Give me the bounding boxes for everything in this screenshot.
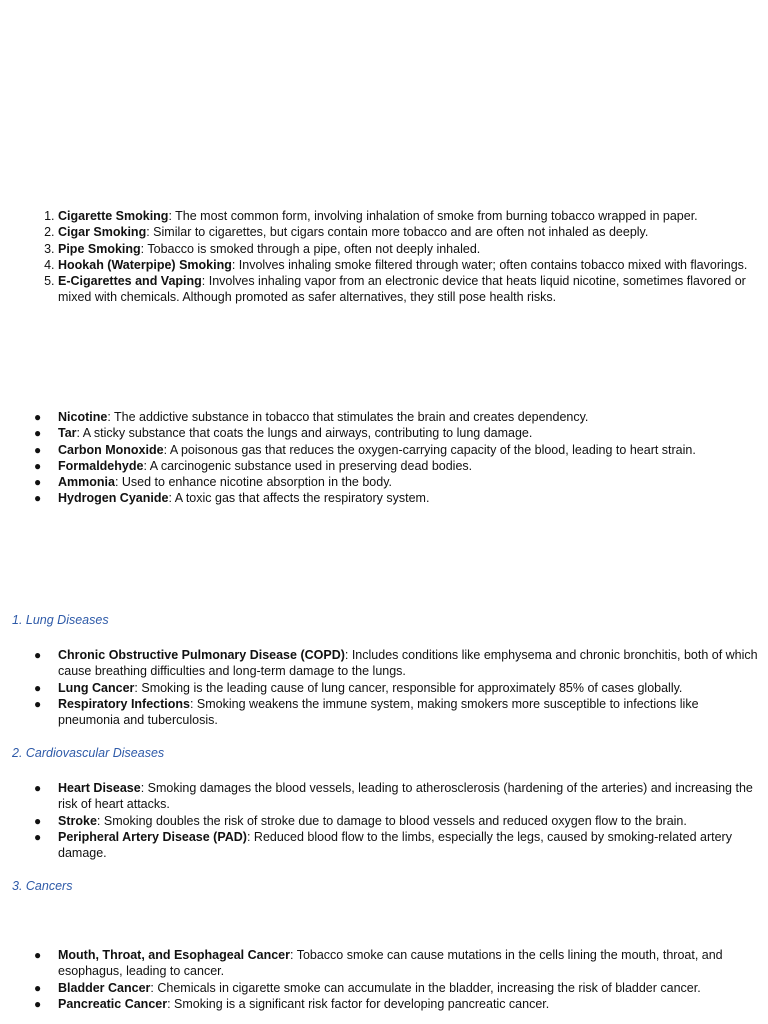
item-description: : Smoking is the leading cause of lung cancer, responsible for approximately 85% of cases globally. bbox=[134, 680, 683, 695]
list-item bbox=[34, 996, 758, 1012]
list-item bbox=[34, 696, 758, 729]
item-term: Peripheral Artery Disease (PAD) bbox=[58, 829, 247, 844]
lung-diseases-section bbox=[0, 647, 768, 728]
item-description: : Tobacco smoke can cause mutations in the cells lining the mouth, throat, and esophagus, leading to cancer. bbox=[58, 948, 723, 979]
item-term: Chronic Obstructive Pulmonary Disease (COPD) bbox=[58, 648, 345, 662]
lung-diseases-list bbox=[0, 647, 768, 728]
lung-diseases-heading: 1. Lung Diseases bbox=[12, 613, 109, 627]
item-description: : Includes conditions like emphysema and chronic bronchitis, both of which cause breathing difficulties and long-term damage to the lungs. bbox=[58, 648, 758, 679]
item-term: Stroke bbox=[58, 813, 97, 828]
bullet-icon: ● bbox=[34, 410, 42, 424]
item-term: Cigar Smoking bbox=[58, 225, 147, 240]
bullet-icon: ● bbox=[34, 442, 42, 457]
list-item bbox=[34, 680, 758, 696]
list-item bbox=[58, 208, 758, 224]
item-term: Respiratory Infections bbox=[58, 696, 190, 711]
item-term: Tar bbox=[58, 426, 77, 441]
item-description: : Similar to cigarettes, but cigars contain more tobacco and are often not inhaled as deeply. bbox=[146, 225, 649, 240]
bullet-icon: ● bbox=[34, 426, 42, 441]
item-description: : Reduced blood flow to the limbs, especially the legs, caused by smoking-related artery damage. bbox=[58, 829, 732, 861]
item-description: : Smoking weakens the immune system, making smokers more susceptible to infections like pneumonia and tuberculosis. bbox=[58, 696, 699, 728]
bullet-icon: ● bbox=[34, 458, 42, 473]
item-term: E-Cigarettes and Vaping bbox=[58, 274, 202, 289]
item-description: : A poisonous gas that reduces the oxygen-carrying capacity of the blood, leading to heart strain. bbox=[163, 442, 696, 457]
item-description: : Used to enhance nicotine absorption in the body. bbox=[114, 475, 392, 490]
item-term: Cigarette Smoking bbox=[58, 209, 169, 223]
item-description: : A sticky substance that coats the lungs and airways, contributing to lung damage. bbox=[76, 426, 533, 441]
list-item bbox=[34, 425, 758, 441]
item-term: Hydrogen Cyanide bbox=[58, 491, 169, 506]
list-item bbox=[34, 442, 758, 458]
cardio-diseases-section bbox=[0, 780, 768, 861]
item-term: Mouth, Throat, and Esophageal Cancer bbox=[58, 948, 290, 962]
chemicals-list bbox=[0, 409, 768, 507]
item-term: Bladder Cancer bbox=[58, 980, 151, 995]
bullet-icon: ● bbox=[34, 491, 42, 506]
list-item bbox=[58, 241, 758, 257]
bullet-icon: ● bbox=[34, 648, 42, 662]
bullet-icon: ● bbox=[34, 696, 42, 711]
item-term: Heart Disease bbox=[58, 781, 141, 795]
cardio-diseases-heading: 2. Cardiovascular Diseases bbox=[12, 746, 165, 760]
item-term: Hookah (Waterpipe) Smoking bbox=[58, 257, 232, 272]
list-item bbox=[58, 224, 758, 240]
item-description: : Smoking doubles the risk of stroke due to damage to blood vessels and reduced oxygen flow to the brain. bbox=[96, 813, 687, 828]
item-description: : Smoking damages the blood vessels, leading to atherosclerosis (hardening of the arteries) and increasing the risk of heart attacks. bbox=[58, 781, 753, 812]
list-item bbox=[34, 980, 758, 996]
cancers-list bbox=[0, 947, 768, 1012]
item-term: Nicotine bbox=[58, 410, 108, 424]
item-term: Lung Cancer bbox=[58, 680, 135, 695]
item-term: Pipe Smoking bbox=[58, 241, 141, 256]
list-item bbox=[34, 474, 758, 490]
item-description: : The addictive substance in tobacco that stimulates the brain and creates dependency. bbox=[107, 410, 589, 424]
smoking-types-list bbox=[0, 208, 768, 306]
chemicals-section bbox=[0, 409, 768, 507]
list-item bbox=[34, 458, 758, 474]
list-item bbox=[58, 273, 758, 306]
item-description: : A toxic gas that affects the respiratory system. bbox=[168, 491, 430, 506]
bullet-icon: ● bbox=[34, 781, 42, 795]
list-item bbox=[34, 409, 758, 425]
bullet-icon: ● bbox=[34, 680, 42, 695]
cancers-section bbox=[0, 947, 768, 1012]
bullet-icon: ● bbox=[34, 475, 42, 490]
item-description: : Chemicals in cigarette smoke can accumulate in the bladder, increasing the risk of bladder cancer. bbox=[150, 980, 701, 995]
item-description: : Involves inhaling vapor from an electronic device that heats liquid nicotine, sometimes flavored or mixed with chemicals. Although promoted as safer alternatives, they still pose health risks. bbox=[58, 274, 746, 305]
item-description: : The most common form, involving inhalation of smoke from burning tobacco wrapped in paper. bbox=[168, 209, 698, 223]
list-item bbox=[34, 813, 758, 829]
list-item bbox=[58, 257, 758, 273]
list-item bbox=[34, 780, 758, 813]
item-description: : Smoking is a significant risk factor for developing pancreatic cancer. bbox=[167, 996, 550, 1011]
bullet-icon: ● bbox=[34, 980, 42, 995]
bullet-icon: ● bbox=[34, 813, 42, 828]
item-description: : Involves inhaling smoke filtered through water; often contains tobacco mixed with flavorings. bbox=[231, 257, 748, 272]
bullet-icon: ● bbox=[34, 996, 42, 1011]
list-item bbox=[34, 490, 758, 506]
bullet-icon: ● bbox=[34, 829, 42, 844]
list-item bbox=[34, 829, 758, 862]
item-description: : A carcinogenic substance used in preserving dead bodies. bbox=[143, 458, 473, 473]
item-term: Carbon Monoxide bbox=[58, 442, 164, 457]
list-item bbox=[34, 647, 758, 680]
list-item bbox=[34, 947, 758, 980]
item-term: Formaldehyde bbox=[58, 458, 144, 473]
cardio-diseases-list bbox=[0, 780, 768, 861]
cancers-heading: 3. Cancers bbox=[12, 879, 73, 893]
bullet-icon: ● bbox=[34, 948, 42, 962]
item-term: Ammonia bbox=[58, 475, 115, 490]
smoking-types-section bbox=[0, 208, 768, 306]
item-term: Pancreatic Cancer bbox=[58, 996, 168, 1011]
item-description: : Tobacco is smoked through a pipe, often not deeply inhaled. bbox=[140, 241, 481, 256]
